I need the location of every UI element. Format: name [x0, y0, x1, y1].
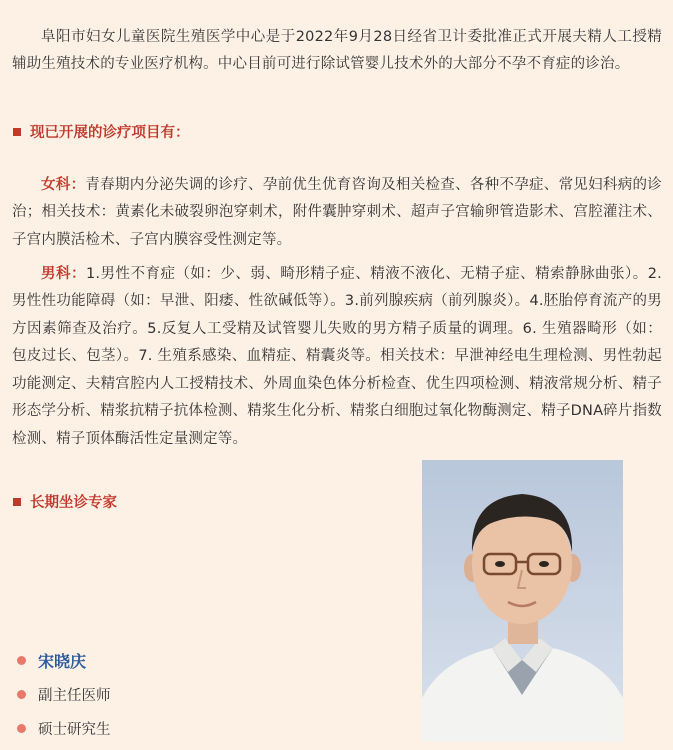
- female-text: 青春期内分泌失调的诊疗、孕前优生优育咨询及相关检查、各种不孕症、常见妇科病的诊治；相关技术：黄素化未破裂卵泡穿刺术，附件囊肿穿刺术、超声子宫输卵管造影术、宫腔灌注术、子宫内膜活检术、子宫内膜容受性测定等。: [12, 176, 663, 248]
- dot-bullet-icon: [17, 656, 26, 665]
- expert-title: 副主任医师: [38, 688, 111, 704]
- male-services-paragraph: [12, 261, 662, 454]
- expert-name-item: [17, 649, 86, 672]
- intro-paragraph: 阜阳市妇女儿童医院生殖医学中心是于2022年9月28日经省卫计委批准正式开展夫精人工授精辅助生殖技术的专业医疗机构。中心目前可进行除试管婴儿技术外的大部分不孕不育症的诊治。: [12, 28, 662, 72]
- experts-heading-text: 长期坐诊专家: [30, 495, 117, 511]
- expert-degree: 硕士研究生: [38, 722, 111, 738]
- experts-heading: [13, 491, 117, 512]
- services-heading-text: 现已开展的诊疗项目有：: [30, 125, 190, 141]
- expert-degree-item: [17, 718, 111, 739]
- male-label: 男科：: [41, 265, 86, 282]
- doctor-portrait-icon: [422, 460, 623, 742]
- expert-name: 宋晓庆: [38, 652, 87, 671]
- female-services-paragraph: [12, 172, 662, 255]
- services-heading: [13, 121, 190, 142]
- square-bullet-icon: [13, 498, 21, 506]
- square-bullet-icon: [13, 128, 21, 136]
- dot-bullet-icon: [17, 724, 26, 733]
- female-label: 女科：: [41, 176, 86, 193]
- doctor-photo: [422, 460, 623, 742]
- dot-bullet-icon: [17, 690, 26, 699]
- male-text: 1.男性不育症（如：少、弱、畸形精子症、精液不液化、无精子症、精索静脉曲张）。2.男性性功能障碍（如：早泄、阳痿、性欲碱低等）。3.前列腺疾病（前列腺炎）。4.胚胎停育流产的男方因素筛查及治疗。5.反复人工受精及试管婴儿失败的男方精子质量的调理。6. 生殖器畸形（如：包皮过长、包茎）。7. 生殖系感染、血精症、精囊炎等。相关技术：早泄神经电生理检测、男性勃起功能测定、夫精宫腔内人工授精技术、外周血染色体分析检查、优生四项检测、精液常规分析、精子形态学分析、精浆抗精子抗体检测、精浆生化分析、精浆白细胞过氧化物酶测定、精子DNA碎片指数检测、精子顶体酶活性定量测定等。: [12, 265, 662, 447]
- expert-title-item: [17, 684, 111, 705]
